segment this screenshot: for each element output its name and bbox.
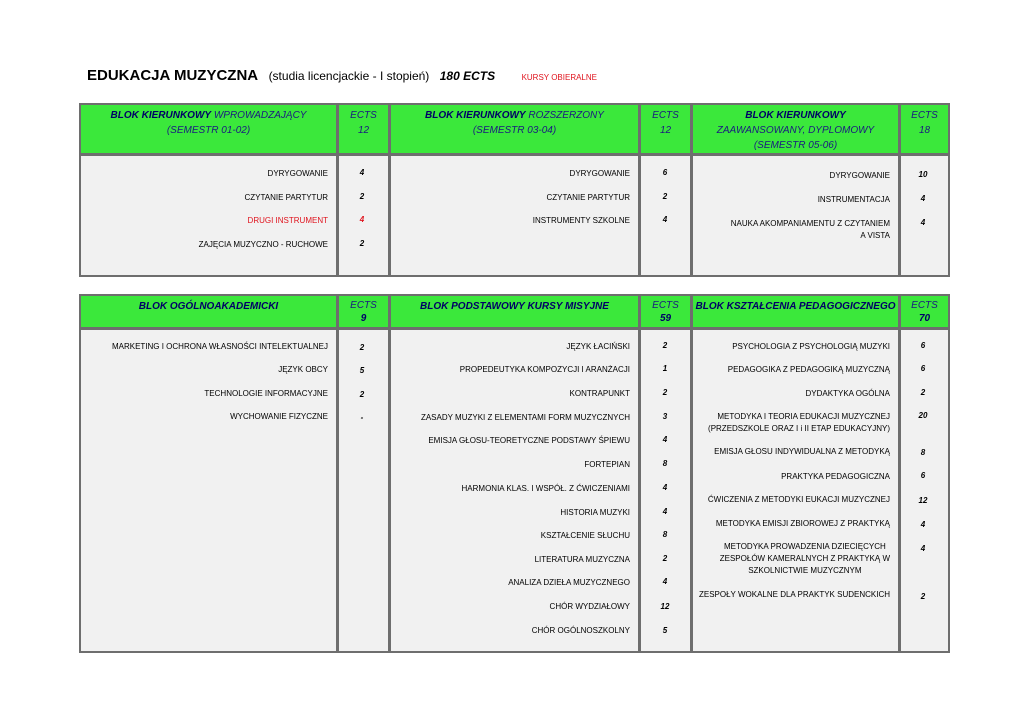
course-ects: 2 <box>662 341 668 350</box>
course-ects: 6 <box>920 364 926 373</box>
header-pedagogical-block: BLOK KSZTAŁCENIA PEDAGOGICZNEGO <box>695 301 896 312</box>
title-subtitle: (studia licencjackie - I stopień) <box>268 69 430 83</box>
course-name: PEDAGOGIKA Z PEDAGOGIKĄ MUZYCZNĄ <box>727 365 890 374</box>
course-name: DYRYGOWANIE <box>829 171 890 180</box>
header-intro-block: BLOK KIERUNKOWY WPROWADZAJĄCY (SEMESTR 01-02) <box>110 110 307 136</box>
page-title <box>87 67 597 85</box>
course-name: WYCHOWANIE FIZYCZNE <box>230 412 328 421</box>
course-name: ZASADY MUZYKI Z ELEMENTAMI FORM MUZYCZNYCH <box>420 413 630 422</box>
course-ects: 6 <box>920 471 926 480</box>
course-ects: 2 <box>359 239 365 248</box>
header-ects-col1: ECTS 12 <box>350 110 377 136</box>
course-name: PRAKTYKA PEDAGOGICZNA <box>781 472 890 481</box>
course-name: FORTEPIAN <box>584 460 630 469</box>
course-ects: 2 <box>359 192 365 201</box>
header-ects-col1: ECTS 9 <box>350 300 377 324</box>
course-ects: 6 <box>662 168 668 177</box>
course-ects: 4 <box>920 218 926 227</box>
course-ects: 4 <box>662 483 668 492</box>
course-ects: 12 <box>918 496 928 505</box>
course-ects: 2 <box>662 192 668 201</box>
course-ects: 2 <box>920 592 926 601</box>
header-core-mission-block: BLOK PODSTAWOWY KURSY MISYJNE <box>420 301 609 312</box>
course-name: ZAJĘCIA MUZYCZNO - RUCHOWE <box>198 240 328 249</box>
course-ects: 10 <box>918 170 928 179</box>
header-ects-col3: ECTS 70 <box>911 300 938 324</box>
header-advanced-block: BLOK KIERUNKOWY ZAAWANSOWANY, DYPLOMOWY (SEMESTR 05-06) <box>716 110 875 151</box>
course-ects: 2 <box>920 388 926 397</box>
header-extended-block: BLOK KIERUNKOWY ROZSZERZONY (SEMESTR 03-04) <box>425 110 604 136</box>
course-ects: 4 <box>920 194 926 203</box>
course-ects: 4 <box>920 520 926 529</box>
header-general-academic-block: BLOK OGÓLNOAKADEMICKI <box>138 301 279 312</box>
course-name: METODYKA EMISJI ZBIOROWEJ Z PRAKTYKĄ <box>715 519 890 528</box>
header-ects-col2: ECTS 12 <box>652 110 679 136</box>
course-name: KONTRAPUNKT <box>569 389 630 398</box>
course-ects: 20 <box>918 411 928 420</box>
course-name: INSTRUMENTY SZKOLNE <box>532 216 630 225</box>
course-ects: 4 <box>662 507 668 516</box>
course-name: CZYTANIE PARTYTUR <box>546 193 630 202</box>
course-name: PSYCHOLOGIA Z PSYCHOLOGIĄ MUZYKI <box>732 342 890 351</box>
course-name: METODYKA I TEORIA EDUKACJI MUZYCZNEJ (PRZEDSZKOLE ORAZ I i II ETAP EDUKACYJNY) <box>708 412 890 433</box>
course-name: EMISJA GŁOSU INDYWIDUALNA Z METODYKĄ <box>714 447 890 456</box>
course-name: ĆWICZENIA Z METODYKI EUKACJI MUZYCZNEJ <box>707 495 890 504</box>
course-ects: 4 <box>662 215 668 224</box>
title-ects: 180 ECTS <box>439 69 496 83</box>
header-ects-col2: ECTS 59 <box>652 300 679 324</box>
course-ects: 2 <box>359 390 365 399</box>
course-name: MARKETING I OCHRONA WŁASNOŚCI INTELEKTUALNEJ <box>111 342 328 351</box>
course-ects: - <box>360 413 364 422</box>
course-name: CHÓR WYDZIAŁOWY <box>549 602 630 611</box>
course-ects: 2 <box>359 343 365 352</box>
course-name: METODYKA PROWADZENIA DZIECIĘCYCH ZESPOŁÓW KAMERALNYCH Z PRAKTYKĄ W SZKOLNICTWIE MUZYCZNYM <box>719 542 890 575</box>
course-name: HARMONIA KLAS. I WSPÓŁ. Z ĆWICZENIAMI <box>461 484 630 493</box>
course-name: TECHNOLOGIE INFORMACYJNE <box>204 389 328 398</box>
course-name-elective: DRUGI INSTRUMENT <box>247 216 328 225</box>
elective-courses-label: KURSY OBIERALNE <box>521 73 597 82</box>
general-blocks-table <box>79 294 950 653</box>
course-name: CHÓR OGÓLNOSZKOLNY <box>531 626 630 635</box>
course-name: ANALIZA DZIEŁA MUZYCZNEGO <box>508 578 630 587</box>
course-ects: 4 <box>662 435 668 444</box>
course-name: EMISJA GŁOSU-TEORETYCZNE PODSTAWY ŚPIEWU <box>428 436 630 445</box>
course-ects: 4 <box>359 168 365 177</box>
course-ects-elective: 4 <box>359 215 365 224</box>
course-ects: 4 <box>920 544 926 553</box>
course-ects: 8 <box>662 459 668 468</box>
course-name: ZESPOŁY WOKALNE DLA PRAKTYK SUDENCKICH <box>698 590 890 599</box>
course-ects: 3 <box>662 412 668 421</box>
course-name: JĘZYK OBCY <box>278 365 328 374</box>
course-ects: 1 <box>662 364 668 373</box>
header-ects-col3: ECTS 18 <box>911 110 938 136</box>
course-name: DYRYGOWANIE <box>569 169 630 178</box>
course-ects: 6 <box>920 341 926 350</box>
major-blocks-table <box>79 103 950 277</box>
course-name: CZYTANIE PARTYTUR <box>244 193 328 202</box>
course-name: PROPEDEUTYKA KOMPOZYCJI I ARANŻACJI <box>459 365 630 374</box>
course-name: LITERATURA MUZYCZNA <box>534 555 630 564</box>
course-ects: 12 <box>660 602 670 611</box>
course-name: JĘZYK ŁACIŃSKI <box>566 342 630 351</box>
course-name: DYDAKTYKA OGÓLNA <box>805 389 890 398</box>
course-name: DYRYGOWANIE <box>267 169 328 178</box>
course-ects: 2 <box>662 388 668 397</box>
course-ects: 4 <box>662 577 668 586</box>
course-name: KSZTAŁCENIE SŁUCHU <box>540 531 630 540</box>
course-name: HISTORIA MUZYKI <box>560 508 630 517</box>
course-name: NAUKA AKOMPANIAMENTU Z CZYTANIEM A VISTA <box>730 219 890 240</box>
course-ects: 5 <box>662 626 668 635</box>
title-main: EDUKACJA MUZYCZNA <box>87 67 259 84</box>
course-ects: 2 <box>662 554 668 563</box>
course-ects: 8 <box>920 448 926 457</box>
course-ects: 8 <box>662 530 668 539</box>
course-name: INSTRUMENTACJA <box>817 195 890 204</box>
course-ects: 5 <box>359 366 365 375</box>
